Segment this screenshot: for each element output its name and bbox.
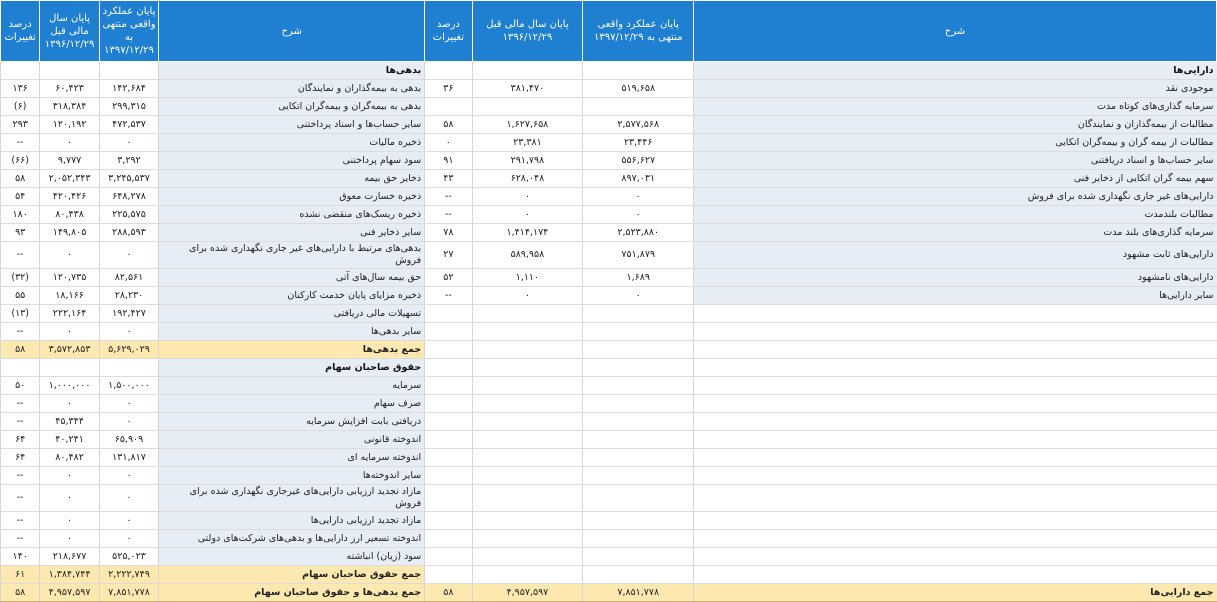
assets-row-desc: سهم بیمه گران اتکایی از ذخایر فنی (694, 170, 1217, 188)
liab-row-pct: (۱۳) (1, 305, 40, 323)
liab-row-desc: سایر اندوخته‌ها (159, 467, 425, 485)
assets-empty-current (583, 566, 694, 584)
liab-row-current: ۰ (99, 530, 158, 548)
assets-row-desc: مطالبات از بیمه گران و بیمه‌گران اتکایی (694, 134, 1217, 152)
assets-row-current: ۸۹۷,۰۳۱ (583, 170, 694, 188)
liab-row-prior: ۰ (40, 242, 99, 269)
assets-empty-pct (425, 512, 472, 530)
liab-row-pct: ۵۰ (1, 377, 40, 395)
assets-empty-current (583, 377, 694, 395)
liab-row-current: ۲۹۹,۳۱۵ (99, 98, 158, 116)
liab-row-pct: -- (1, 242, 40, 269)
assets-row-current: ۵۵۶,۶۲۷ (583, 152, 694, 170)
liab-row-prior: ۳,۵۷۲,۸۵۳ (40, 341, 99, 359)
assets-empty-desc (694, 512, 1217, 530)
liab-row-desc: ذخایر حق بیمه (159, 170, 425, 188)
assets-empty-prior (472, 566, 583, 584)
assets-empty-pct (425, 359, 472, 377)
assets-prior-header: پایان سال مالی قبل ۱۳۹۶/۱۲/۲۹ (472, 1, 583, 62)
table-row (1, 377, 1217, 395)
assets-row-current: ۰ (583, 287, 694, 305)
liab-row-prior: ۲,۰۵۲,۳۴۳ (40, 170, 99, 188)
liab-row-pct: ۶۴ (1, 449, 40, 467)
table-row (1, 116, 1217, 134)
assets-row-prior: ۳۸۱,۴۷۰ (472, 80, 583, 98)
assets-row-pct: ۰ (425, 134, 472, 152)
assets-empty-current (583, 413, 694, 431)
assets-row-current (583, 62, 694, 80)
assets-row-prior: ۵۸۹,۹۵۸ (472, 242, 583, 269)
assets-empty-desc (694, 341, 1217, 359)
table-row (1, 188, 1217, 206)
liab-row-prior: ۶۰,۴۲۳ (40, 80, 99, 98)
assets-empty-prior (472, 431, 583, 449)
liab-row-desc: ذخیره ریسک‌های منقضی نشده (159, 206, 425, 224)
assets-empty-current (583, 341, 694, 359)
liab-row-desc: ذخیره مزایای پایان خدمت کارکنان (159, 287, 425, 305)
liab-row-prior: ۱,۰۰۰,۰۰۰ (40, 377, 99, 395)
assets-row-current: ۰ (583, 188, 694, 206)
assets-empty-desc (694, 323, 1217, 341)
liab-row-prior: ۰ (40, 134, 99, 152)
assets-row-current: ۲,۵۲۳,۸۸۰ (583, 224, 694, 242)
table-row (1, 413, 1217, 431)
liab-row-pct: -- (1, 485, 40, 512)
assets-empty-current (583, 359, 694, 377)
assets-empty-pct (425, 341, 472, 359)
liab-row-desc: سرمایه (159, 377, 425, 395)
assets-empty-current (583, 431, 694, 449)
liab-row-prior: ۰ (40, 323, 99, 341)
liab-row-desc: اندوخته قانونی (159, 431, 425, 449)
assets-row-desc: دارایی‌ها (694, 62, 1217, 80)
liab-row-current: ۰ (99, 395, 158, 413)
liab-row-desc: اندوخته سرمایه ای (159, 449, 425, 467)
table-row (1, 134, 1217, 152)
liab-prior-header: پایان سال مالی قبل ۱۳۹۶/۱۲/۲۹ (40, 1, 99, 62)
assets-empty-pct (425, 566, 472, 584)
assets-row-prior: ۲۳,۳۸۱ (472, 134, 583, 152)
liab-row-pct: ۲۹۳ (1, 116, 40, 134)
table-row (1, 449, 1217, 467)
liab-row-prior: ۲۲۲,۱۶۴ (40, 305, 99, 323)
assets-row-prior: ۰ (472, 287, 583, 305)
assets-row-desc: دارایی‌های غیر جاری نگهداری شده برای فروش (694, 188, 1217, 206)
liab-desc-header: شرح (159, 1, 425, 62)
liab-row-desc: سایر حساب‌ها و اسناد پرداختنی (159, 116, 425, 134)
liab-row-desc: بدهی به بیمه‌گذاران و نمایندگان (159, 80, 425, 98)
assets-empty-desc (694, 359, 1217, 377)
liab-row-pct: ۵۵ (1, 287, 40, 305)
liab-row-pct: ۱۴۰ (1, 548, 40, 566)
table-row (1, 359, 1217, 377)
assets-current-header: پایان عملکرد واقعی منتهی به ۱۳۹۷/۱۲/۲۹ (583, 1, 694, 62)
assets-empty-prior (472, 323, 583, 341)
assets-empty-prior (472, 395, 583, 413)
assets-empty-desc (694, 377, 1217, 395)
table-row (1, 566, 1217, 584)
liab-row-prior: ۹,۷۷۷ (40, 152, 99, 170)
assets-empty-pct (425, 395, 472, 413)
assets-empty-current (583, 395, 694, 413)
liab-row-desc: اندوخته تسعیر ارز دارایی‌ها و بدهی‌های شرکت‌های دولتی (159, 530, 425, 548)
assets-empty-pct (425, 548, 472, 566)
table-row (1, 206, 1217, 224)
assets-empty-desc (694, 530, 1217, 548)
table-row (1, 341, 1217, 359)
liab-row-pct: ۵۸ (1, 170, 40, 188)
liab-row-prior: ۴۵,۳۴۴ (40, 413, 99, 431)
liab-row-prior: ۸۰,۴۳۸ (40, 206, 99, 224)
assets-empty-desc (694, 431, 1217, 449)
assets-empty-current (583, 305, 694, 323)
liab-row-pct: ۵۸ (1, 341, 40, 359)
assets-empty-prior (472, 413, 583, 431)
liab-row-desc: ذخیره مالیات (159, 134, 425, 152)
table-row (1, 287, 1217, 305)
assets-empty-prior (472, 548, 583, 566)
assets-row-desc: دارایی‌های نامشهود (694, 269, 1217, 287)
liab-row-pct: ۶۴ (1, 431, 40, 449)
assets-desc-header: شرح (694, 1, 1217, 62)
assets-row-desc: موجودی نقد (694, 80, 1217, 98)
liab-row-current: ۰ (99, 242, 158, 269)
liab-row-current (99, 62, 158, 80)
liab-row-desc: جمع بدهی‌ها (159, 341, 425, 359)
assets-empty-desc (694, 548, 1217, 566)
assets-empty-pct (425, 467, 472, 485)
assets-pct-header: درصد تغییرات (425, 1, 472, 62)
table-row (1, 305, 1217, 323)
assets-empty-prior (472, 530, 583, 548)
assets-row-pct: ۳۶ (425, 80, 472, 98)
liab-row-prior: ۱۲۰,۷۳۵ (40, 269, 99, 287)
assets-row-current: ۷,۸۵۱,۷۷۸ (583, 584, 694, 602)
liab-row-prior: ۰ (40, 467, 99, 485)
assets-row-pct: ۲۷ (425, 242, 472, 269)
assets-empty-current (583, 548, 694, 566)
assets-row-pct (425, 98, 472, 116)
liab-row-pct: -- (1, 530, 40, 548)
liab-row-current: ۲,۲۲۲,۷۴۹ (99, 566, 158, 584)
liab-row-pct: ۱۸۰ (1, 206, 40, 224)
assets-row-pct: ۵۸ (425, 116, 472, 134)
assets-empty-current (583, 323, 694, 341)
assets-row-pct: -- (425, 287, 472, 305)
liab-row-current: ۰ (99, 323, 158, 341)
liab-row-prior: ۰ (40, 395, 99, 413)
table-row (1, 62, 1217, 80)
liab-row-prior: ۴۰,۲۴۱ (40, 431, 99, 449)
liab-row-desc: سود (زیان) انباشته (159, 548, 425, 566)
liab-row-pct: (۳۲) (1, 269, 40, 287)
assets-row-pct: ۵۲ (425, 269, 472, 287)
liab-row-current: ۱۹۲,۴۲۷ (99, 305, 158, 323)
liab-row-prior: ۱۸,۱۶۶ (40, 287, 99, 305)
liab-row-desc: مازاد تجدید ارزیابی دارایی‌ها (159, 512, 425, 530)
liab-row-desc: سایر ذخایر فنی (159, 224, 425, 242)
assets-row-pct: ۵۸ (425, 584, 472, 602)
liab-row-pct: ۶۱ (1, 566, 40, 584)
liab-row-current (99, 359, 158, 377)
table-body (1, 62, 1217, 602)
assets-empty-prior (472, 449, 583, 467)
liab-row-pct: -- (1, 512, 40, 530)
liab-row-pct: -- (1, 395, 40, 413)
assets-row-current: ۵۱۹,۶۵۸ (583, 80, 694, 98)
table-row (1, 467, 1217, 485)
assets-empty-pct (425, 449, 472, 467)
assets-empty-prior (472, 305, 583, 323)
liab-row-pct: -- (1, 467, 40, 485)
assets-row-pct: -- (425, 206, 472, 224)
table-row (1, 80, 1217, 98)
assets-empty-desc (694, 449, 1217, 467)
liab-row-current: ۱۳۱,۸۱۷ (99, 449, 158, 467)
assets-row-current: ۲۳,۴۴۶ (583, 134, 694, 152)
liab-row-prior: ۲۱۸,۶۷۷ (40, 548, 99, 566)
assets-empty-desc (694, 566, 1217, 584)
assets-row-pct: -- (425, 188, 472, 206)
assets-row-desc: مطالبات بلندمدت (694, 206, 1217, 224)
assets-row-current: ۲,۵۷۷,۵۶۸ (583, 116, 694, 134)
assets-empty-current (583, 485, 694, 512)
assets-empty-desc (694, 395, 1217, 413)
liab-row-current: ۲۲۵,۵۷۵ (99, 206, 158, 224)
liab-row-prior (40, 359, 99, 377)
liab-row-desc: ذخیره خسارت معوق (159, 188, 425, 206)
table-row (1, 530, 1217, 548)
assets-empty-current (583, 530, 694, 548)
liab-row-current: ۲۸,۲۳۰ (99, 287, 158, 305)
liab-row-prior: ۱,۳۸۴,۷۴۴ (40, 566, 99, 584)
liab-row-current: ۲۸۸,۵۹۳ (99, 224, 158, 242)
liab-row-desc: حقوق صاحبان سهام (159, 359, 425, 377)
assets-empty-pct (425, 431, 472, 449)
table-row (1, 242, 1217, 269)
liab-row-prior: ۴,۹۵۷,۵۹۷ (40, 584, 99, 602)
liab-row-desc: جمع بدهی‌ها و حقوق صاحبان سهام (159, 584, 425, 602)
assets-empty-desc (694, 305, 1217, 323)
assets-row-prior (472, 62, 583, 80)
assets-empty-desc (694, 467, 1217, 485)
assets-row-pct: ۴۳ (425, 170, 472, 188)
assets-empty-pct (425, 377, 472, 395)
liab-row-current: ۷,۸۵۱,۷۷۸ (99, 584, 158, 602)
liab-row-prior: ۱۴۹,۸۰۵ (40, 224, 99, 242)
table-row (1, 485, 1217, 512)
liab-row-current: ۶۵,۹۰۹ (99, 431, 158, 449)
liab-row-desc: بدهی به بیمه‌گران و بیمه‌گران اتکایی (159, 98, 425, 116)
assets-row-desc: سرمایه گذاری‌های بلند مدت (694, 224, 1217, 242)
assets-empty-prior (472, 359, 583, 377)
liab-row-pct: (۶) (1, 98, 40, 116)
liab-row-desc: حق بیمه سال‌های آتی (159, 269, 425, 287)
liab-row-prior: ۰ (40, 530, 99, 548)
assets-row-prior: ۲۹۱,۷۹۸ (472, 152, 583, 170)
assets-row-desc: دارایی‌های ثابت مشهود (694, 242, 1217, 269)
liab-row-current: ۵۲۵,۰۲۳ (99, 548, 158, 566)
liab-row-prior (40, 62, 99, 80)
assets-empty-prior (472, 512, 583, 530)
header-row (1, 1, 1217, 62)
table-row (1, 98, 1217, 116)
liab-row-desc: صرف سهام (159, 395, 425, 413)
assets-row-current: ۰ (583, 206, 694, 224)
liab-row-current: ۰ (99, 512, 158, 530)
liab-row-pct: ۱۳۶ (1, 80, 40, 98)
assets-row-desc: جمع دارایی‌ها (694, 584, 1217, 602)
liab-row-current: ۱,۵۰۰,۰۰۰ (99, 377, 158, 395)
assets-empty-desc (694, 413, 1217, 431)
liab-row-prior: ۰ (40, 485, 99, 512)
liab-row-desc: بدهی‌های مرتبط با دارایی‌های غیر جاری نگهداری شده برای فروش (159, 242, 425, 269)
assets-row-current (583, 98, 694, 116)
liab-row-pct: ۵۸ (1, 584, 40, 602)
liab-row-desc: دریافتی بابت افزایش سرمایه (159, 413, 425, 431)
liab-row-current: ۰ (99, 467, 158, 485)
assets-empty-desc (694, 485, 1217, 512)
assets-empty-prior (472, 485, 583, 512)
assets-row-pct: ۹۱ (425, 152, 472, 170)
liab-row-current: ۳,۲۴۵,۵۳۷ (99, 170, 158, 188)
liab-row-desc: بدهی‌ها (159, 62, 425, 80)
assets-row-prior (472, 98, 583, 116)
liab-row-pct: -- (1, 413, 40, 431)
liab-row-prior: ۴۲۰,۴۲۶ (40, 188, 99, 206)
liab-row-current: ۶۴۸,۲۷۸ (99, 188, 158, 206)
liab-row-prior: ۳۱۸,۳۸۴ (40, 98, 99, 116)
table-row (1, 512, 1217, 530)
assets-row-desc: سایر حساب‌ها و اسناد دریافتنی (694, 152, 1217, 170)
assets-row-prior: ۰ (472, 206, 583, 224)
liab-row-current: ۵,۶۲۹,۰۲۹ (99, 341, 158, 359)
table-row (1, 323, 1217, 341)
assets-empty-prior (472, 341, 583, 359)
assets-empty-current (583, 467, 694, 485)
table-row (1, 269, 1217, 287)
liab-current-header: پایان عملکرد واقعی منتهی به ۱۳۹۷/۱۲/۲۹ (99, 1, 158, 62)
liab-row-current: ۰ (99, 485, 158, 512)
liab-row-pct: ۹۳ (1, 224, 40, 242)
table-row (1, 395, 1217, 413)
assets-row-desc: سایر دارایی‌ها (694, 287, 1217, 305)
assets-empty-pct (425, 305, 472, 323)
liab-row-desc: سایر بدهی‌ها (159, 323, 425, 341)
liab-row-current: ۴۷۲,۵۳۷ (99, 116, 158, 134)
assets-empty-pct (425, 485, 472, 512)
liab-row-pct (1, 359, 40, 377)
assets-empty-pct (425, 323, 472, 341)
liab-row-pct (1, 62, 40, 80)
assets-row-current: ۱,۶۸۹ (583, 269, 694, 287)
liab-row-desc: سود سهام پرداختنی (159, 152, 425, 170)
assets-row-prior: ۱,۴۱۴,۱۷۴ (472, 224, 583, 242)
assets-row-current: ۷۵۱,۸۷۹ (583, 242, 694, 269)
assets-row-desc: سرمایه گذاری‌های کوتاه مدت (694, 98, 1217, 116)
grand-total-row (1, 584, 1217, 602)
liab-row-pct: -- (1, 134, 40, 152)
liab-pct-header: درصد تغییرات (1, 1, 40, 62)
assets-empty-current (583, 512, 694, 530)
liab-row-desc: جمع حقوق صاحبان سهام (159, 566, 425, 584)
assets-row-pct (425, 62, 472, 80)
assets-row-prior: ۰ (472, 188, 583, 206)
liab-row-prior: ۱۲۰,۱۹۲ (40, 116, 99, 134)
table-row (1, 224, 1217, 242)
assets-empty-prior (472, 467, 583, 485)
liab-row-prior: ۸۰,۴۸۲ (40, 449, 99, 467)
assets-empty-pct (425, 413, 472, 431)
liab-row-current: ۱۴۲,۶۸۴ (99, 80, 158, 98)
table-row (1, 152, 1217, 170)
liab-row-pct: ۵۴ (1, 188, 40, 206)
liab-row-desc: تسهیلات مالی دریافتی (159, 305, 425, 323)
liab-row-pct: (۶۶) (1, 152, 40, 170)
assets-row-prior: ۱,۶۲۷,۶۵۸ (472, 116, 583, 134)
assets-empty-current (583, 449, 694, 467)
liab-row-desc: مازاد تجدید ارزیابی دارایی‌های غیرجاری نگهداری شده برای فروش (159, 485, 425, 512)
assets-empty-prior (472, 377, 583, 395)
liab-row-pct: -- (1, 323, 40, 341)
assets-empty-pct (425, 530, 472, 548)
assets-row-pct: ۷۸ (425, 224, 472, 242)
assets-row-prior: ۴,۹۵۷,۵۹۷ (472, 584, 583, 602)
liab-row-current: ۰ (99, 413, 158, 431)
assets-row-desc: مطالبات از بیمه‌گذاران و نمایندگان (694, 116, 1217, 134)
liab-row-prior: ۰ (40, 512, 99, 530)
table-row (1, 548, 1217, 566)
liab-row-current: ۳,۲۹۲ (99, 152, 158, 170)
table-row (1, 170, 1217, 188)
liab-row-current: ۰ (99, 134, 158, 152)
assets-row-prior: ۱,۱۱۰ (472, 269, 583, 287)
liab-row-current: ۸۲,۵۶۱ (99, 269, 158, 287)
assets-row-prior: ۶۲۸,۰۴۸ (472, 170, 583, 188)
table-row (1, 431, 1217, 449)
